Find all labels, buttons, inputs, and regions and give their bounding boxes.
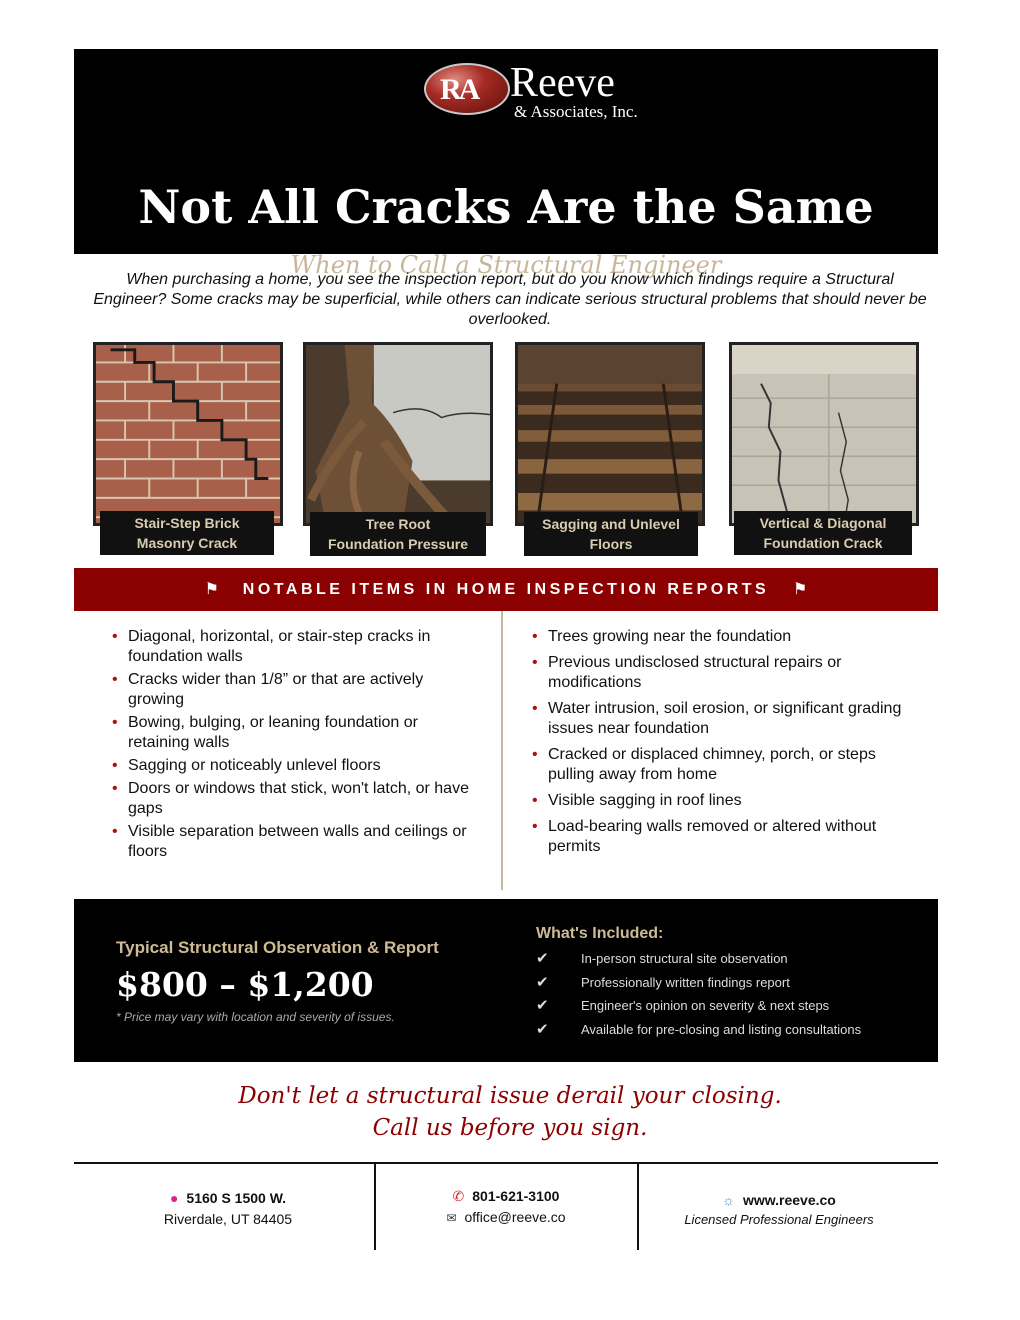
caption-line: Stair-Step Brick — [134, 515, 240, 531]
photo-vertical-crack — [729, 342, 919, 526]
notable-heading-text: NOTABLE ITEMS IN HOME INSPECTION REPORTS — [242, 581, 770, 598]
included-text: Professionally written findings report — [581, 974, 790, 990]
check-icon: ✔ — [536, 973, 549, 991]
address-line1: 5160 S 1500 W. — [186, 1190, 287, 1206]
caption-line: Foundation Crack — [763, 535, 883, 551]
footer-separator — [637, 1164, 639, 1250]
included-list — [536, 947, 861, 1042]
logo-monogram: RA — [440, 73, 478, 106]
included-text: Available for pre-closing and listing consultations — [581, 1022, 862, 1038]
included-title: What's Included: — [536, 925, 664, 942]
flag-icon: ⚑ — [793, 581, 808, 598]
notable-list-left — [108, 627, 478, 865]
mail-icon: ✉ — [446, 1211, 457, 1225]
check-icon: ✔ — [536, 1021, 549, 1039]
included-item — [536, 947, 861, 971]
list-item: • Diagonal, horizontal, or stair-step cracks in foundation walls — [108, 627, 478, 667]
address-line2: Riverdale, UT 84405 — [163, 1211, 293, 1227]
included-item — [536, 971, 861, 995]
list-item: • Visible sagging in roof lines — [528, 791, 920, 811]
email-address[interactable]: office@reeve.co — [464, 1209, 566, 1225]
list-item: • Trees growing near the foundation — [528, 627, 920, 647]
caption-line: Masonry Crack — [136, 535, 238, 551]
footer-contact — [386, 1186, 626, 1229]
price-note: * Price may vary with location and severity of issues. — [116, 1010, 395, 1024]
footer-address — [110, 1188, 346, 1230]
pricing-box — [74, 899, 938, 1062]
photo-sagging-floor — [515, 342, 705, 526]
caption-line: Foundation Pressure — [327, 536, 469, 552]
header-banner — [74, 49, 938, 279]
caption-line: Floors — [589, 536, 633, 552]
website-link[interactable]: www.reeve.co — [742, 1192, 836, 1208]
location-pin-icon: ● — [169, 1190, 179, 1206]
column-divider — [501, 611, 503, 890]
photo-brick-crack — [93, 342, 283, 526]
tagline-line2: Call us before you sign. — [372, 1115, 648, 1141]
photo-caption — [524, 512, 698, 556]
included-item — [536, 994, 861, 1018]
phone-number[interactable]: 801-621-3100 — [472, 1188, 560, 1204]
footer-website — [650, 1190, 908, 1229]
check-icon: ✔ — [536, 997, 549, 1015]
caption-line: Vertical & Diagonal — [759, 515, 887, 531]
logo-badge — [424, 63, 510, 115]
included-text: Engineer's opinion on severity & next steps — [581, 998, 830, 1014]
list-item: • Doors or windows that stick, won't latch, or have gaps — [108, 779, 478, 819]
page-title: Not All Cracks Are the Same — [138, 180, 874, 234]
caption-line: Tree Root — [365, 516, 431, 532]
logo-name: Reeve — [510, 60, 615, 106]
list-item: • Previous undisclosed structural repairs or modifications — [528, 653, 920, 693]
price-label: Typical Structural Observation & Report — [116, 938, 439, 957]
included-item — [536, 1018, 861, 1042]
globe-icon: ☼ — [722, 1192, 735, 1208]
photo-caption — [310, 512, 486, 556]
tagline-line1: Don't let a structural issue derail your closing. — [238, 1083, 782, 1109]
flag-icon: ⚑ — [204, 581, 219, 598]
photo-caption — [100, 511, 274, 555]
intro-paragraph: When purchasing a home, you see the inspection report, but do you know which findings require a Structural Engineer? Some cracks may be superficial, while others can indicate serious structural problems that should never be overlooked. — [93, 271, 927, 328]
included-text: In-person structural site observation — [581, 951, 788, 966]
price-range: $800 – $1,200 — [116, 965, 374, 1004]
footer-divider — [74, 1162, 938, 1164]
list-item: • Cracks wider than 1/8” or that are actively growing — [108, 670, 478, 710]
notable-list-right — [528, 627, 920, 863]
company-logo — [424, 57, 694, 123]
list-item: • Bowing, bulging, or leaning foundation or retaining walls — [108, 713, 478, 753]
page-subtitle: When to Call a Structural Engineer — [290, 251, 722, 279]
photo-caption — [734, 511, 912, 555]
list-item: • Visible separation between walls and ceilings or floors — [108, 822, 478, 862]
list-item: • Load-bearing walls removed or altered without permits — [528, 817, 920, 857]
closing-tagline — [0, 1080, 1020, 1144]
footer-tagline: Licensed Professional Engineers — [684, 1212, 874, 1227]
logo-subtitle: & Associates, Inc. — [514, 102, 638, 121]
caption-line: Sagging and Unlevel — [542, 516, 680, 532]
photo-tree-root — [303, 342, 493, 526]
list-item: • Cracked or displaced chimney, porch, or steps pulling away from home — [528, 745, 920, 785]
list-item: • Sagging or noticeably unlevel floors — [108, 756, 478, 776]
notable-items-heading — [74, 568, 938, 611]
check-icon: ✔ — [536, 950, 549, 967]
footer-separator — [374, 1164, 376, 1250]
list-item: • Water intrusion, soil erosion, or significant grading issues near foundation — [528, 699, 920, 739]
phone-icon: ✆ — [452, 1188, 465, 1204]
